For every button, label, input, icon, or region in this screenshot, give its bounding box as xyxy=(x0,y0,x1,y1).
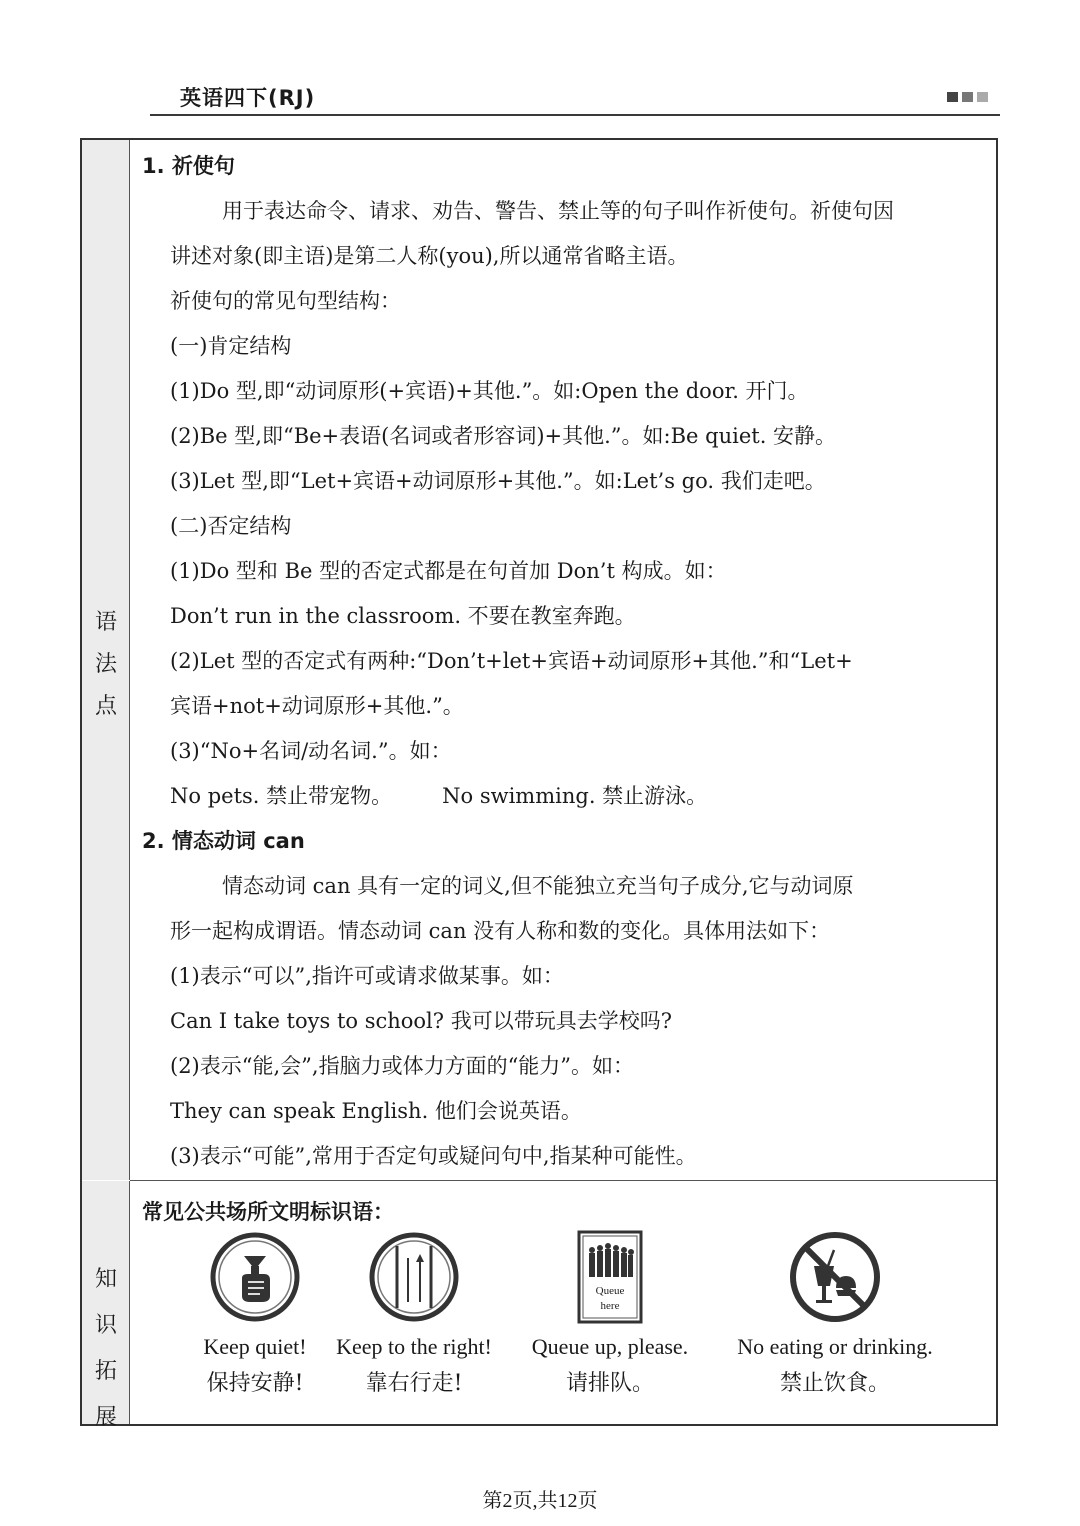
rule-item: (3)表示“可能”,常用于否定句或疑问句中,指某种可能性。 xyxy=(170,1144,697,1168)
no-eating-drinking-icon xyxy=(788,1230,882,1324)
example-sentence: Can I take toys to school? 我可以带玩具去学校吗? xyxy=(170,1009,672,1033)
paragraph: 用于表达命令、请求、劝告、警告、禁止等的句子叫作祈使句。祈使句因 xyxy=(222,199,894,223)
knowledge-side-label xyxy=(82,1181,130,1430)
paragraph: 形一起构成谓语。情态动词 can 没有人称和数的变化。具体用法如下： xyxy=(170,919,831,943)
sign-no-eating xyxy=(720,1230,950,1397)
keep-right-icon xyxy=(367,1230,461,1324)
queue-here-icon xyxy=(575,1230,645,1324)
paragraph: 讲述对象(即主语)是第二人称(you),所以通常省略主语。 xyxy=(170,244,689,268)
sign-chinese: 请排队。 xyxy=(565,1371,654,1396)
rule-item: (2)Let 型的否定式有两种:“Don’t+let+宾语+动词原形+其他.”和“Let+ xyxy=(170,649,853,673)
queue-sign-text: here xyxy=(600,1300,620,1312)
content-frame xyxy=(80,138,998,1430)
sign-english: Keep quiet! xyxy=(203,1334,307,1359)
book-title: 英语四下(RJ) xyxy=(180,86,316,110)
header-decoration xyxy=(947,92,988,102)
rule-item: (1)Do 型和 Be 型的否定式都是在句首加 Don’t 构成。如： xyxy=(170,559,727,583)
side-char: 语 xyxy=(94,610,117,635)
side-char: 识 xyxy=(94,1313,117,1338)
sign-keep-quiet xyxy=(190,1230,320,1397)
side-char: 点 xyxy=(94,694,117,719)
rule-item: (2)表示“能,会”,指脑力或体力方面的“能力”。如： xyxy=(170,1054,635,1078)
knowledge-title: 常见公共场所文明标识语： xyxy=(142,1200,394,1224)
side-char: 拓 xyxy=(94,1359,117,1384)
subheading: (一)肯定结构 xyxy=(170,334,292,358)
grammar-side-label xyxy=(82,140,130,1180)
sign-queue xyxy=(520,1230,700,1397)
side-char: 知 xyxy=(94,1267,117,1292)
public-signs xyxy=(132,1230,992,1420)
subheading: (二)否定结构 xyxy=(170,514,292,538)
page-number: 第2页,共12页 xyxy=(482,1490,598,1512)
rule-item: (1)Do 型,即“动词原形(+宾语)+其他.”。如:Open the door. 开门。 xyxy=(170,379,809,403)
rule-item: (3)“No+名词/动名词.”。如： xyxy=(170,739,452,763)
sign-chinese: 靠右行走! xyxy=(365,1371,463,1396)
rule-item: 宾语+not+动词原形+其他.”。 xyxy=(170,694,464,718)
sign-keep-right xyxy=(324,1230,504,1397)
queue-sign-text: Queue xyxy=(595,1285,625,1297)
side-char: 法 xyxy=(94,652,117,677)
sign-english: Queue up, please. xyxy=(531,1334,689,1359)
section-title-imperative: 1. 祈使句 xyxy=(142,154,235,178)
sign-chinese: 禁止饮食。 xyxy=(779,1371,890,1396)
example-no-pets: No pets. 禁止带宠物。 xyxy=(170,784,393,808)
rule-item: (2)Be 型,即“Be+表语(名词或者形容词)+其他.”。如:Be quiet. 安静。 xyxy=(170,424,837,448)
example-no-swimming: No swimming. 禁止游泳。 xyxy=(442,784,708,808)
side-char: 展 xyxy=(94,1405,117,1430)
sign-english: No eating or drinking. xyxy=(737,1334,933,1359)
section-divider xyxy=(130,1180,996,1181)
rule-item: (1)表示“可以”,指许可或请求做某事。如： xyxy=(170,964,564,988)
page-header xyxy=(150,80,1000,116)
section-title-can: 2. 情态动词 can xyxy=(142,829,305,853)
sign-chinese: 保持安静! xyxy=(206,1371,304,1396)
rule-item: (3)Let 型,即“Let+宾语+动词原形+其他.”。如:Let’s go. 我们走吧。 xyxy=(170,469,826,493)
paragraph: 情态动词 can 具有一定的词义,但不能独立充当句子成分,它与动词原 xyxy=(222,874,854,898)
example-sentence: They can speak English. 他们会说英语。 xyxy=(170,1099,582,1123)
example-sentence xyxy=(170,782,707,810)
paragraph: 祈使句的常见句型结构： xyxy=(170,289,401,313)
sign-english: Keep to the right! xyxy=(336,1334,492,1359)
keep-quiet-icon xyxy=(208,1230,302,1324)
example-sentence: Don’t run in the classroom. 不要在教室奔跑。 xyxy=(170,604,636,628)
